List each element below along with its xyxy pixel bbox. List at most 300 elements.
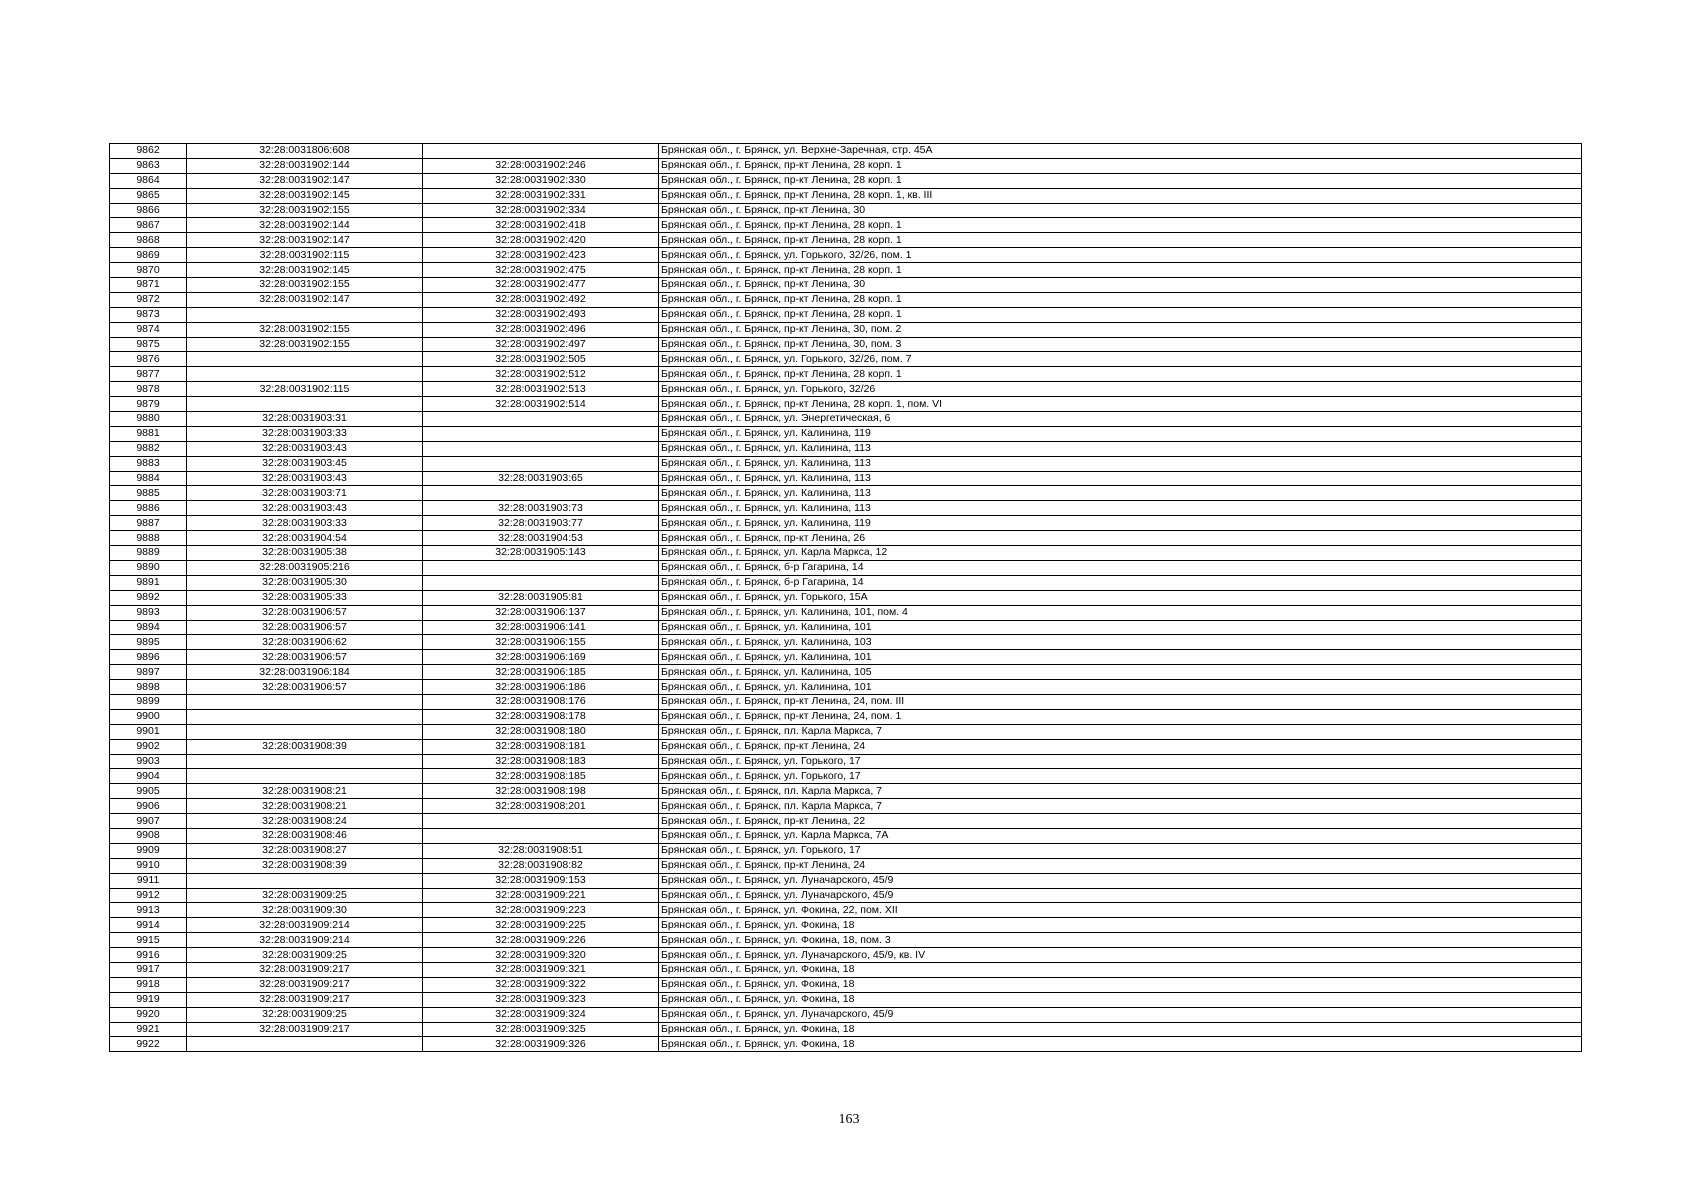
row-number-cell: 9907 <box>110 814 187 829</box>
table-row <box>110 233 1582 248</box>
row-number-cell: 9889 <box>110 546 187 561</box>
premises-cadastral-number-cell: 32:28:0031902:496 <box>423 322 659 337</box>
premises-cadastral-number-cell: 32:28:0031908:180 <box>423 724 659 739</box>
table-row <box>110 873 1582 888</box>
table-row <box>110 933 1582 948</box>
table-row <box>110 814 1582 829</box>
premises-cadastral-number-cell: 32:28:0031906:169 <box>423 650 659 665</box>
address-cell: Брянская обл., г. Брянск, ул. Калинина, 119 <box>659 426 1582 441</box>
row-number-cell: 9920 <box>110 1007 187 1022</box>
table-row <box>110 888 1582 903</box>
premises-cadastral-number-cell: 32:28:0031906:186 <box>423 680 659 695</box>
cadastral-number-cell <box>187 397 423 412</box>
row-number-cell: 9908 <box>110 828 187 843</box>
cadastral-number-cell: 32:28:0031902:145 <box>187 263 423 278</box>
address-cell: Брянская обл., г. Брянск, пр-кт Ленина, 28 корп. 1 <box>659 307 1582 322</box>
row-number-cell: 9903 <box>110 754 187 769</box>
cadastral-number-cell: 32:28:0031903:43 <box>187 501 423 516</box>
row-number-cell: 9887 <box>110 516 187 531</box>
address-cell: Брянская обл., г. Брянск, ул. Карла Маркса, 12 <box>659 546 1582 561</box>
premises-cadastral-number-cell: 32:28:0031902:331 <box>423 188 659 203</box>
premises-cadastral-number-cell: 32:28:0031902:505 <box>423 352 659 367</box>
address-cell: Брянская обл., г. Брянск, пр-кт Ленина, 30, пом. 2 <box>659 322 1582 337</box>
row-number-cell: 9864 <box>110 173 187 188</box>
table-row <box>110 962 1582 977</box>
cadastral-number-cell <box>187 1037 423 1052</box>
cadastral-number-cell <box>187 352 423 367</box>
address-cell: Брянская обл., г. Брянск, пр-кт Ленина, 28 корп. 1 <box>659 158 1582 173</box>
cadastral-number-cell: 32:28:0031902:147 <box>187 233 423 248</box>
cadastral-number-cell: 32:28:0031905:30 <box>187 575 423 590</box>
premises-cadastral-number-cell: 32:28:0031909:325 <box>423 1022 659 1037</box>
cadastral-number-cell: 32:28:0031902:155 <box>187 278 423 293</box>
row-number-cell: 9865 <box>110 188 187 203</box>
premises-cadastral-number-cell: 32:28:0031908:183 <box>423 754 659 769</box>
address-cell: Брянская обл., г. Брянск, пр-кт Ленина, 28 корп. 1, кв. III <box>659 188 1582 203</box>
premises-cadastral-number-cell: 32:28:0031905:143 <box>423 546 659 561</box>
row-number-cell: 9888 <box>110 531 187 546</box>
premises-cadastral-number-cell <box>423 144 659 159</box>
cadastral-number-cell: 32:28:0031909:217 <box>187 962 423 977</box>
premises-cadastral-number-cell: 32:28:0031909:326 <box>423 1037 659 1052</box>
row-number-cell: 9905 <box>110 784 187 799</box>
table-row <box>110 292 1582 307</box>
address-cell: Брянская обл., г. Брянск, пр-кт Ленина, 24, пом. III <box>659 694 1582 709</box>
cadastral-number-cell: 32:28:0031903:43 <box>187 441 423 456</box>
premises-cadastral-number-cell: 32:28:0031908:51 <box>423 843 659 858</box>
premises-cadastral-number-cell: 32:28:0031909:321 <box>423 962 659 977</box>
premises-cadastral-number-cell: 32:28:0031902:477 <box>423 278 659 293</box>
cadastral-number-cell: 32:28:0031909:217 <box>187 1022 423 1037</box>
table-row <box>110 188 1582 203</box>
address-cell: Брянская обл., г. Брянск, пр-кт Ленина, 24 <box>659 858 1582 873</box>
premises-cadastral-number-cell: 32:28:0031909:320 <box>423 948 659 963</box>
premises-cadastral-number-cell: 32:28:0031902:330 <box>423 173 659 188</box>
row-number-cell: 9863 <box>110 158 187 173</box>
cadastral-number-cell: 32:28:0031909:214 <box>187 918 423 933</box>
row-number-cell: 9868 <box>110 233 187 248</box>
table-row <box>110 560 1582 575</box>
table-row <box>110 948 1582 963</box>
premises-cadastral-number-cell: 32:28:0031909:153 <box>423 873 659 888</box>
cadastral-number-cell: 32:28:0031904:54 <box>187 531 423 546</box>
premises-cadastral-number-cell: 32:28:0031903:77 <box>423 516 659 531</box>
table-row <box>110 799 1582 814</box>
address-cell: Брянская обл., г. Брянск, ул. Луначарского, 45/9 <box>659 1007 1582 1022</box>
premises-cadastral-number-cell: 32:28:0031902:246 <box>423 158 659 173</box>
table-row <box>110 278 1582 293</box>
premises-cadastral-number-cell: 32:28:0031906:155 <box>423 635 659 650</box>
cadastral-number-cell: 32:28:0031908:39 <box>187 739 423 754</box>
cadastral-number-cell: 32:28:0031902:115 <box>187 248 423 263</box>
table-row <box>110 754 1582 769</box>
premises-cadastral-number-cell: 32:28:0031905:81 <box>423 590 659 605</box>
row-number-cell: 9897 <box>110 665 187 680</box>
table-row <box>110 784 1582 799</box>
premises-cadastral-number-cell: 32:28:0031902:513 <box>423 382 659 397</box>
row-number-cell: 9910 <box>110 858 187 873</box>
cadastral-number-cell: 32:28:0031902:155 <box>187 322 423 337</box>
address-cell: Брянская обл., г. Брянск, ул. Фокина, 18 <box>659 1022 1582 1037</box>
address-cell: Брянская обл., г. Брянск, пр-кт Ленина, 28 корп. 1, пом. VI <box>659 397 1582 412</box>
address-cell: Брянская обл., г. Брянск, ул. Калинина, 113 <box>659 486 1582 501</box>
cadastral-number-cell: 32:28:0031903:33 <box>187 516 423 531</box>
table-row <box>110 397 1582 412</box>
premises-cadastral-number-cell <box>423 828 659 843</box>
address-cell: Брянская обл., г. Брянск, ул. Горького, 32/26, пом. 1 <box>659 248 1582 263</box>
table-row <box>110 665 1582 680</box>
table-row <box>110 843 1582 858</box>
row-number-cell: 9866 <box>110 203 187 218</box>
table-row <box>110 918 1582 933</box>
row-number-cell: 9914 <box>110 918 187 933</box>
table-row <box>110 263 1582 278</box>
cadastral-number-cell: 32:28:0031909:30 <box>187 903 423 918</box>
premises-cadastral-number-cell: 32:28:0031909:324 <box>423 1007 659 1022</box>
cadastral-number-cell: 32:28:0031909:25 <box>187 888 423 903</box>
table-row <box>110 680 1582 695</box>
address-cell: Брянская обл., г. Брянск, б-р Гагарина, 14 <box>659 560 1582 575</box>
cadastral-number-cell: 32:28:0031902:144 <box>187 218 423 233</box>
address-cell: Брянская обл., г. Брянск, б-р Гагарина, 14 <box>659 575 1582 590</box>
row-number-cell: 9867 <box>110 218 187 233</box>
cadastral-number-cell: 32:28:0031902:155 <box>187 203 423 218</box>
premises-cadastral-number-cell <box>423 456 659 471</box>
row-number-cell: 9894 <box>110 620 187 635</box>
address-cell: Брянская обл., г. Брянск, пр-кт Ленина, 30, пом. 3 <box>659 337 1582 352</box>
table-row <box>110 858 1582 873</box>
cadastral-number-cell: 32:28:0031905:33 <box>187 590 423 605</box>
cadastral-number-cell: 32:28:0031908:21 <box>187 799 423 814</box>
premises-cadastral-number-cell: 32:28:0031908:178 <box>423 709 659 724</box>
row-number-cell: 9911 <box>110 873 187 888</box>
row-number-cell: 9891 <box>110 575 187 590</box>
premises-cadastral-number-cell: 32:28:0031908:82 <box>423 858 659 873</box>
cadastral-number-cell: 32:28:0031908:21 <box>187 784 423 799</box>
row-number-cell: 9896 <box>110 650 187 665</box>
address-cell: Брянская обл., г. Брянск, ул. Калинина, 113 <box>659 456 1582 471</box>
address-cell: Брянская обл., г. Брянск, ул. Калинина, 113 <box>659 441 1582 456</box>
address-cell: Брянская обл., г. Брянск, пр-кт Ленина, 28 корп. 1 <box>659 292 1582 307</box>
premises-cadastral-number-cell: 32:28:0031908:201 <box>423 799 659 814</box>
table-row <box>110 977 1582 992</box>
address-cell: Брянская обл., г. Брянск, ул. Калинина, 101 <box>659 650 1582 665</box>
address-cell: Брянская обл., г. Брянск, ул. Луначарского, 45/9 <box>659 888 1582 903</box>
row-number-cell: 9885 <box>110 486 187 501</box>
table-row <box>110 441 1582 456</box>
premises-cadastral-number-cell <box>423 486 659 501</box>
premises-cadastral-number-cell: 32:28:0031902:475 <box>423 263 659 278</box>
premises-cadastral-number-cell: 32:28:0031908:176 <box>423 694 659 709</box>
row-number-cell: 9922 <box>110 1037 187 1052</box>
row-number-cell: 9900 <box>110 709 187 724</box>
table-row <box>110 575 1582 590</box>
page-number: 163 <box>838 1112 860 1127</box>
cadastral-number-cell <box>187 367 423 382</box>
cadastral-number-cell: 32:28:0031903:45 <box>187 456 423 471</box>
row-number-cell: 9873 <box>110 307 187 322</box>
table-row <box>110 1037 1582 1052</box>
row-number-cell: 9886 <box>110 501 187 516</box>
table-row <box>110 337 1582 352</box>
address-cell: Брянская обл., г. Брянск, пл. Карла Маркса, 7 <box>659 784 1582 799</box>
address-cell: Брянская обл., г. Брянск, ул. Энергетическая, 6 <box>659 412 1582 427</box>
row-number-cell: 9871 <box>110 278 187 293</box>
premises-cadastral-number-cell: 32:28:0031909:323 <box>423 992 659 1007</box>
premises-cadastral-number-cell: 32:28:0031906:185 <box>423 665 659 680</box>
row-number-cell: 9919 <box>110 992 187 1007</box>
premises-cadastral-number-cell: 32:28:0031909:225 <box>423 918 659 933</box>
table-row <box>110 769 1582 784</box>
row-number-cell: 9870 <box>110 263 187 278</box>
address-cell: Брянская обл., г. Брянск, ул. Луначарского, 45/9 <box>659 873 1582 888</box>
table-row <box>110 516 1582 531</box>
table-row <box>110 456 1582 471</box>
row-number-cell: 9895 <box>110 635 187 650</box>
address-cell: Брянская обл., г. Брянск, ул. Горького, 17 <box>659 769 1582 784</box>
table-row <box>110 724 1582 739</box>
table-row <box>110 828 1582 843</box>
address-cell: Брянская обл., г. Брянск, пр-кт Ленина, 24, пом. 1 <box>659 709 1582 724</box>
table-row <box>110 635 1582 650</box>
row-number-cell: 9898 <box>110 680 187 695</box>
row-number-cell: 9881 <box>110 426 187 441</box>
address-cell: Брянская обл., г. Брянск, пр-кт Ленина, 30 <box>659 278 1582 293</box>
premises-cadastral-number-cell: 32:28:0031909:223 <box>423 903 659 918</box>
cadastral-number-cell: 32:28:0031905:38 <box>187 546 423 561</box>
cadastral-number-cell: 32:28:0031902:145 <box>187 188 423 203</box>
address-cell: Брянская обл., г. Брянск, пл. Карла Маркса, 7 <box>659 724 1582 739</box>
cadastral-number-cell: 32:28:0031906:184 <box>187 665 423 680</box>
premises-cadastral-number-cell: 32:28:0031904:53 <box>423 531 659 546</box>
cadastral-number-cell <box>187 754 423 769</box>
address-cell: Брянская обл., г. Брянск, ул. Фокина, 18 <box>659 962 1582 977</box>
cadastral-number-cell: 32:28:0031906:57 <box>187 620 423 635</box>
row-number-cell: 9899 <box>110 694 187 709</box>
address-cell: Брянская обл., г. Брянск, ул. Карла Маркса, 7А <box>659 828 1582 843</box>
cadastral-number-cell: 32:28:0031902:144 <box>187 158 423 173</box>
row-number-cell: 9872 <box>110 292 187 307</box>
table-row <box>110 501 1582 516</box>
row-number-cell: 9875 <box>110 337 187 352</box>
table-row <box>110 412 1582 427</box>
cadastral-number-cell: 32:28:0031806:608 <box>187 144 423 159</box>
row-number-cell: 9915 <box>110 933 187 948</box>
table-row <box>110 173 1582 188</box>
address-cell: Брянская обл., г. Брянск, ул. Верхне-Заречная, стр. 45А <box>659 144 1582 159</box>
table-row <box>110 709 1582 724</box>
table-row <box>110 158 1582 173</box>
row-number-cell: 9892 <box>110 590 187 605</box>
address-cell: Брянская обл., г. Брянск, ул. Луначарского, 45/9, кв. IV <box>659 948 1582 963</box>
table-row <box>110 471 1582 486</box>
premises-cadastral-number-cell <box>423 560 659 575</box>
cadastral-number-cell: 32:28:0031906:57 <box>187 650 423 665</box>
table-row <box>110 694 1582 709</box>
address-cell: Брянская обл., г. Брянск, ул. Калинина, 103 <box>659 635 1582 650</box>
cadastral-number-cell: 32:28:0031902:147 <box>187 173 423 188</box>
premises-cadastral-number-cell: 32:28:0031902:418 <box>423 218 659 233</box>
address-cell: Брянская обл., г. Брянск, ул. Калинина, 113 <box>659 471 1582 486</box>
row-number-cell: 9869 <box>110 248 187 263</box>
table-row <box>110 382 1582 397</box>
cadastral-number-cell: 32:28:0031908:39 <box>187 858 423 873</box>
table-row <box>110 367 1582 382</box>
table-row <box>110 590 1582 605</box>
premises-cadastral-number-cell: 32:28:0031903:73 <box>423 501 659 516</box>
address-cell: Брянская обл., г. Брянск, ул. Калинина, 101, пом. 4 <box>659 605 1582 620</box>
premises-cadastral-number-cell: 32:28:0031902:492 <box>423 292 659 307</box>
table-row <box>110 426 1582 441</box>
address-cell: Брянская обл., г. Брянск, ул. Калинина, 119 <box>659 516 1582 531</box>
row-number-cell: 9862 <box>110 144 187 159</box>
table-row <box>110 1022 1582 1037</box>
row-number-cell: 9906 <box>110 799 187 814</box>
cadastral-number-cell: 32:28:0031908:46 <box>187 828 423 843</box>
cadastral-number-cell: 32:28:0031906:57 <box>187 680 423 695</box>
cadastral-number-cell <box>187 769 423 784</box>
cadastral-number-cell: 32:28:0031903:71 <box>187 486 423 501</box>
premises-cadastral-number-cell: 32:28:0031906:137 <box>423 605 659 620</box>
premises-cadastral-number-cell: 32:28:0031902:493 <box>423 307 659 322</box>
cadastral-number-cell: 32:28:0031906:62 <box>187 635 423 650</box>
table-row <box>110 248 1582 263</box>
cadastral-number-cell: 32:28:0031909:25 <box>187 948 423 963</box>
row-number-cell: 9916 <box>110 948 187 963</box>
cadastral-number-cell <box>187 873 423 888</box>
cadastral-number-cell: 32:28:0031903:43 <box>187 471 423 486</box>
address-cell: Брянская обл., г. Брянск, ул. Калинина, 113 <box>659 501 1582 516</box>
row-number-cell: 9901 <box>110 724 187 739</box>
table-body <box>110 144 1582 1052</box>
premises-cadastral-number-cell: 32:28:0031902:512 <box>423 367 659 382</box>
cadastral-number-cell: 32:28:0031902:155 <box>187 337 423 352</box>
cadastral-number-cell: 32:28:0031909:217 <box>187 977 423 992</box>
address-cell: Брянская обл., г. Брянск, пр-кт Ленина, 30 <box>659 203 1582 218</box>
address-cell: Брянская обл., г. Брянск, ул. Фокина, 18 <box>659 1037 1582 1052</box>
address-cell: Брянская обл., г. Брянск, ул. Фокина, 18 <box>659 992 1582 1007</box>
address-cell: Брянская обл., г. Брянск, ул. Фокина, 18, пом. 3 <box>659 933 1582 948</box>
address-cell: Брянская обл., г. Брянск, ул. Фокина, 22, пом. XII <box>659 903 1582 918</box>
cadastral-number-cell <box>187 307 423 322</box>
table-row <box>110 203 1582 218</box>
cadastral-number-cell <box>187 694 423 709</box>
premises-cadastral-number-cell: 32:28:0031902:334 <box>423 203 659 218</box>
table-row <box>110 903 1582 918</box>
address-cell: Брянская обл., г. Брянск, ул. Фокина, 18 <box>659 918 1582 933</box>
row-number-cell: 9917 <box>110 962 187 977</box>
address-cell: Брянская обл., г. Брянск, ул. Калинина, 101 <box>659 680 1582 695</box>
cadastral-number-cell: 32:28:0031909:214 <box>187 933 423 948</box>
row-number-cell: 9909 <box>110 843 187 858</box>
premises-cadastral-number-cell: 32:28:0031902:423 <box>423 248 659 263</box>
cadastral-number-cell: 32:28:0031909:25 <box>187 1007 423 1022</box>
row-number-cell: 9879 <box>110 397 187 412</box>
cadastral-number-cell <box>187 724 423 739</box>
address-cell: Брянская обл., г. Брянск, пл. Карла Маркса, 7 <box>659 799 1582 814</box>
address-cell: Брянская обл., г. Брянск, ул. Фокина, 18 <box>659 977 1582 992</box>
premises-cadastral-number-cell <box>423 441 659 456</box>
row-number-cell: 9878 <box>110 382 187 397</box>
cadastral-table <box>109 143 1582 1052</box>
premises-cadastral-number-cell: 32:28:0031909:226 <box>423 933 659 948</box>
premises-cadastral-number-cell: 32:28:0031908:181 <box>423 739 659 754</box>
premises-cadastral-number-cell: 32:28:0031909:221 <box>423 888 659 903</box>
cadastral-number-cell: 32:28:0031903:31 <box>187 412 423 427</box>
table-row <box>110 322 1582 337</box>
premises-cadastral-number-cell <box>423 575 659 590</box>
premises-cadastral-number-cell: 32:28:0031908:185 <box>423 769 659 784</box>
table-row <box>110 144 1582 159</box>
row-number-cell: 9890 <box>110 560 187 575</box>
table-row <box>110 605 1582 620</box>
address-cell: Брянская обл., г. Брянск, ул. Калинина, 105 <box>659 665 1582 680</box>
row-number-cell: 9880 <box>110 412 187 427</box>
row-number-cell: 9913 <box>110 903 187 918</box>
cadastral-number-cell: 32:28:0031905:216 <box>187 560 423 575</box>
premises-cadastral-number-cell <box>423 426 659 441</box>
cadastral-number-cell: 32:28:0031909:217 <box>187 992 423 1007</box>
row-number-cell: 9904 <box>110 769 187 784</box>
address-cell: Брянская обл., г. Брянск, пр-кт Ленина, 24 <box>659 739 1582 754</box>
address-cell: Брянская обл., г. Брянск, пр-кт Ленина, 28 корп. 1 <box>659 233 1582 248</box>
row-number-cell: 9883 <box>110 456 187 471</box>
row-number-cell: 9884 <box>110 471 187 486</box>
table-row <box>110 352 1582 367</box>
row-number-cell: 9921 <box>110 1022 187 1037</box>
address-cell: Брянская обл., г. Брянск, пр-кт Ленина, 28 корп. 1 <box>659 173 1582 188</box>
address-cell: Брянская обл., г. Брянск, пр-кт Ленина, 26 <box>659 531 1582 546</box>
cadastral-number-cell: 32:28:0031902:115 <box>187 382 423 397</box>
premises-cadastral-number-cell: 32:28:0031909:322 <box>423 977 659 992</box>
address-cell: Брянская обл., г. Брянск, ул. Горького, 17 <box>659 843 1582 858</box>
table-row <box>110 739 1582 754</box>
address-cell: Брянская обл., г. Брянск, пр-кт Ленина, 28 корп. 1 <box>659 367 1582 382</box>
address-cell: Брянская обл., г. Брянск, ул. Горького, 17 <box>659 754 1582 769</box>
row-number-cell: 9912 <box>110 888 187 903</box>
address-cell: Брянская обл., г. Брянск, пр-кт Ленина, 28 корп. 1 <box>659 263 1582 278</box>
table-row <box>110 992 1582 1007</box>
row-number-cell: 9882 <box>110 441 187 456</box>
table-row <box>110 307 1582 322</box>
premises-cadastral-number-cell: 32:28:0031902:497 <box>423 337 659 352</box>
address-cell: Брянская обл., г. Брянск, пр-кт Ленина, 22 <box>659 814 1582 829</box>
table-row <box>110 546 1582 561</box>
premises-cadastral-number-cell: 32:28:0031902:420 <box>423 233 659 248</box>
address-cell: Брянская обл., г. Брянск, ул. Горького, 32/26 <box>659 382 1582 397</box>
address-cell: Брянская обл., г. Брянск, пр-кт Ленина, 28 корп. 1 <box>659 218 1582 233</box>
cadastral-number-cell <box>187 709 423 724</box>
row-number-cell: 9902 <box>110 739 187 754</box>
cadastral-number-cell: 32:28:0031903:33 <box>187 426 423 441</box>
table-row <box>110 218 1582 233</box>
address-cell: Брянская обл., г. Брянск, ул. Горького, 32/26, пом. 7 <box>659 352 1582 367</box>
cadastral-number-cell: 32:28:0031908:24 <box>187 814 423 829</box>
cadastral-number-cell: 32:28:0031908:27 <box>187 843 423 858</box>
premises-cadastral-number-cell <box>423 814 659 829</box>
table-row <box>110 620 1582 635</box>
row-number-cell: 9877 <box>110 367 187 382</box>
table-row <box>110 531 1582 546</box>
premises-cadastral-number-cell: 32:28:0031906:141 <box>423 620 659 635</box>
table-row <box>110 650 1582 665</box>
row-number-cell: 9893 <box>110 605 187 620</box>
premises-cadastral-number-cell <box>423 412 659 427</box>
cadastral-number-cell: 32:28:0031906:57 <box>187 605 423 620</box>
row-number-cell: 9918 <box>110 977 187 992</box>
row-number-cell: 9874 <box>110 322 187 337</box>
premises-cadastral-number-cell: 32:28:0031902:514 <box>423 397 659 412</box>
